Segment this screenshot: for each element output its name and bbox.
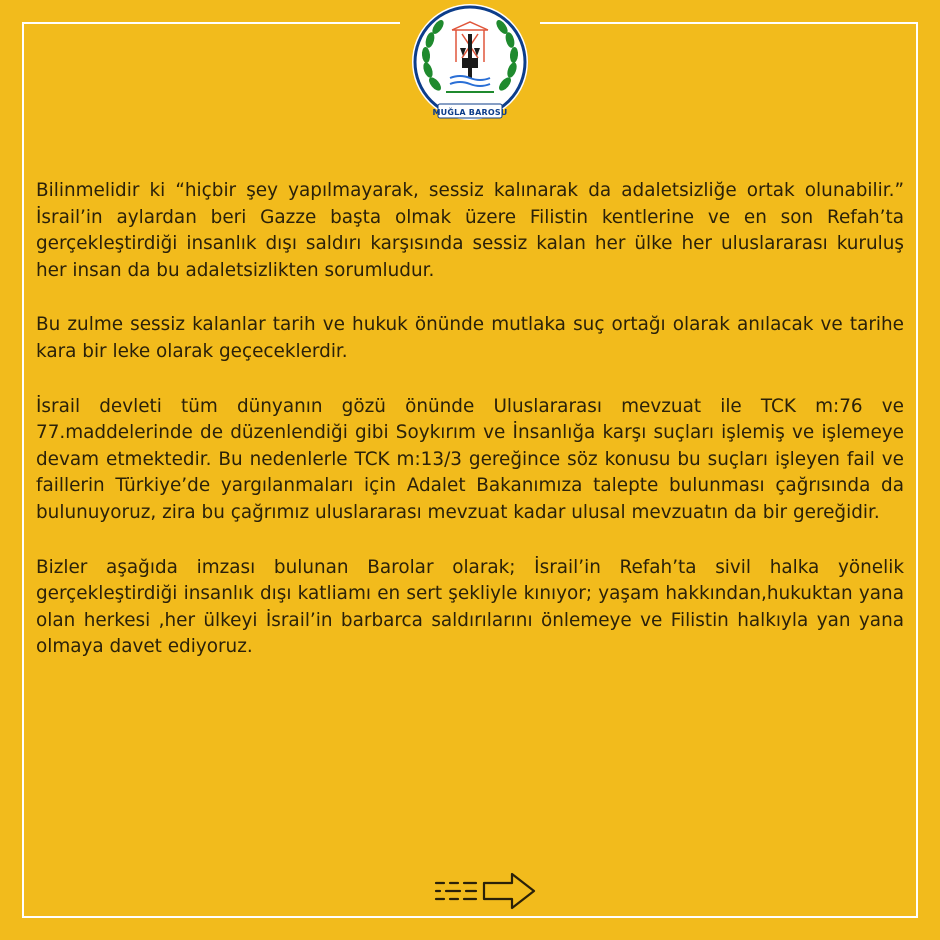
bar-association-logo [410, 0, 530, 130]
next-page-button[interactable] [432, 866, 542, 916]
paragraph-3: İsrail devleti tüm dünyanın gözü önünde Uluslararası mevzuat ile TCK m:76 ve 77.maddelerinde de düzenlendiği gibi Soykırım ve İnsanlığa karşı suçları işlemiş ve işlemeye devam etmektedir. Bu nedenlerle TCK m:13/3 gereğince söz konusu bu suçları işleyen fail ve faillerin Türkiye’de yargılanmaları için Adalet Bakanımıza talepte bulunması çağrısında da bulunuyoruz, zira bu çağrımız uluslararası mevzuat kadar ulusal mevzuatın da bir gereğidir. [36, 395, 904, 523]
paragraph-2: Bu zulme sessiz kalanlar tarih ve hukuk önünde mutlaka suç ortağı olarak anılacak ve tarihe kara bir leke olarak geçeceklerdir. [36, 314, 904, 362]
statement-body [36, 178, 904, 689]
paragraph-4: Bizler aşağıda imzası bulunan Barolar olarak; İsrail’in Refah’ta sivil halka yönelik gerçekleştirdiği insanlık dışı katliamı en sert şekliyle kınıyor; yaşam hakkından,hukuktan yana olan herkesi ,her ülkeyi İsrail’in barbarca saldırılarını önlemeye ve Filistin halkıyla yan yana olmaya davet ediyoruz. [36, 556, 904, 658]
arrow-right-icon [432, 866, 542, 916]
paragraph-1: Bilinmelidir ki “hiçbir şey yapılmayarak, sessiz kalınarak da adaletsizliğe ortak olunabilir.” İsrail’in aylardan beri Gazze başta olmak üzere Filistin kentlerine ve en son Refah’ta gerçekleştirdiği insanlık dışı saldırı karşısında sessiz kalan her ülke her uluslararası kuruluş her insan da bu adaletsizlikten sorumludur. [36, 180, 904, 281]
logo-name: MUĞLA BAROSU [432, 108, 508, 117]
